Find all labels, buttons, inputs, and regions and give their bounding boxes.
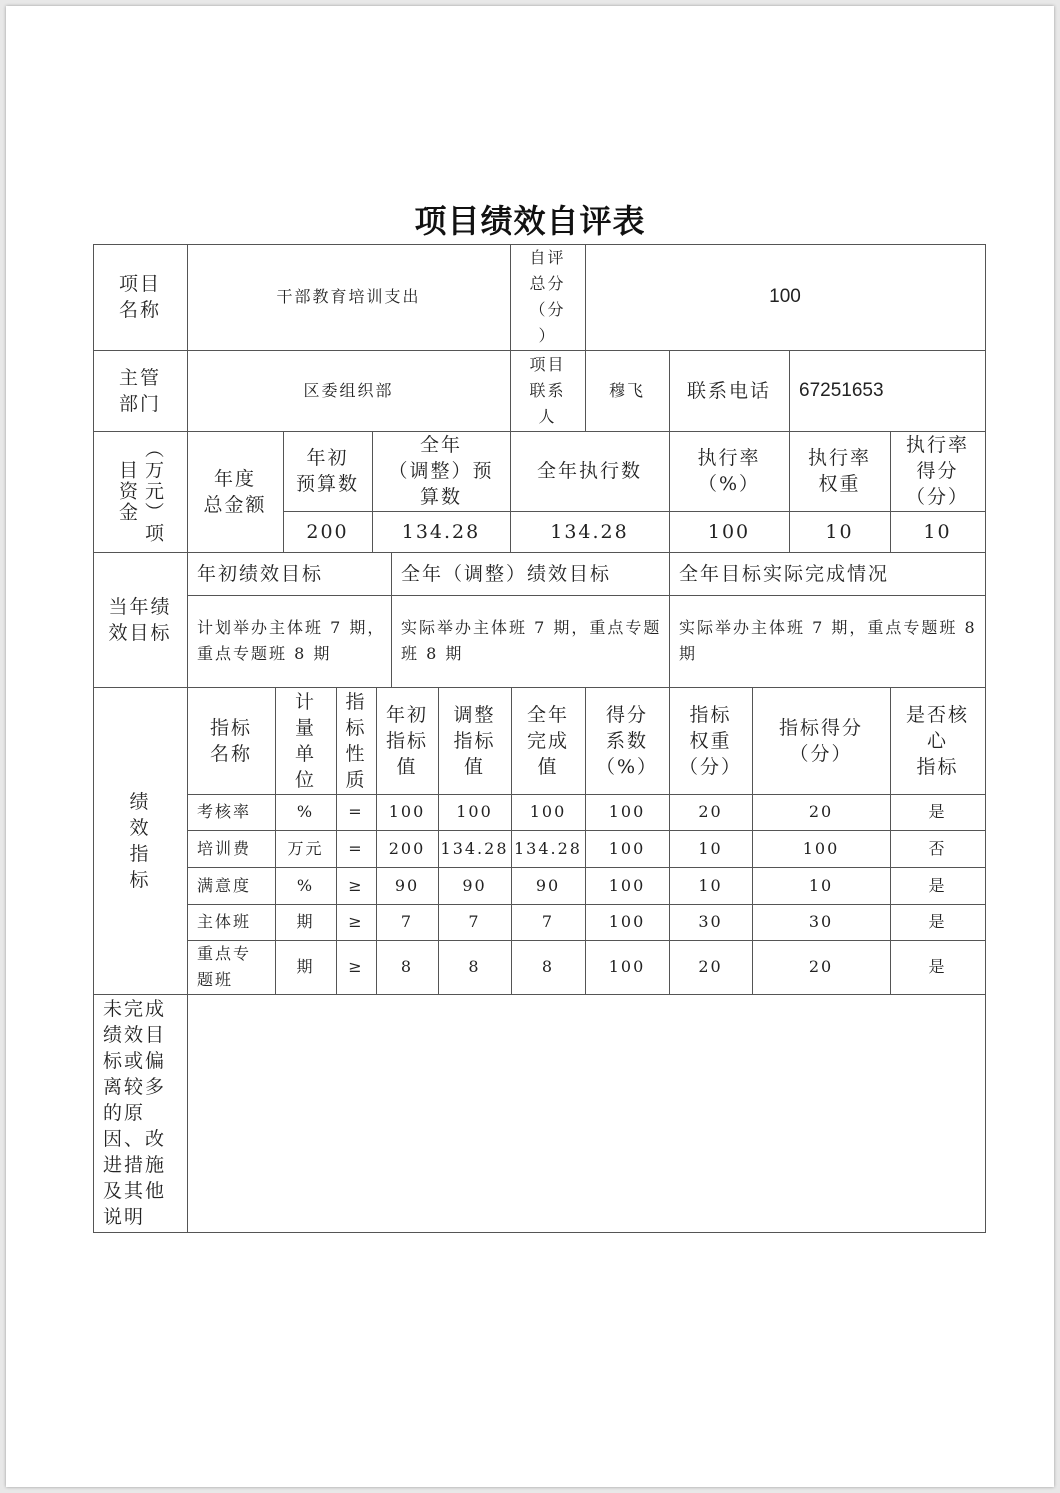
indicator-header-2: 指 标 性 质: [345, 690, 367, 791]
funds-header-1: 年初 预算数: [295, 447, 359, 495]
table-rule: [93, 244, 986, 245]
indicator-cell: 100: [608, 957, 646, 976]
indicator-cell: =: [348, 802, 364, 821]
indicator-cell: ≥: [348, 957, 364, 976]
indicator-cell: %: [296, 875, 315, 895]
indicator-cell: 100: [529, 802, 567, 821]
indicator-cell: 90: [535, 875, 561, 895]
table-rule: [187, 867, 986, 868]
indicator-cell: 100: [388, 802, 426, 821]
table-rule: [985, 244, 986, 1233]
goals-header-0: 年初绩效目标: [197, 562, 324, 585]
indicator-cell: 100: [456, 802, 493, 821]
contact-label: 项目 联系 人: [529, 354, 566, 426]
indicator-cell: ≥: [348, 875, 364, 895]
document-title: 项目绩效自评表: [414, 202, 646, 240]
indicator-cell: 7: [400, 912, 414, 931]
indicator-cell: 8: [400, 957, 414, 976]
table-rule: [93, 431, 986, 432]
indicator-cell: 100: [608, 912, 646, 931]
funds-value-3: 134.28: [550, 520, 629, 543]
score-label: 自评 总分 （分 ）: [529, 248, 566, 345]
funds-header-2: 全年 （调整）预 算数: [388, 434, 494, 508]
indicator-cell: 7: [468, 912, 481, 931]
goals-label: 当年绩 效目标: [108, 595, 172, 644]
indicator-cell: 期: [296, 957, 315, 976]
indicator-header-7: 指标 权重 （分）: [678, 703, 742, 778]
department-value: 区委组织部: [303, 380, 394, 400]
table-rule: [669, 350, 670, 432]
table-rule: [789, 350, 790, 432]
goals-header-2: 全年目标实际完成情况: [679, 562, 890, 585]
indicator-cell: 7: [541, 912, 555, 931]
indicator-cell: 8: [541, 957, 555, 976]
funds-value-2: 134.28: [401, 520, 481, 543]
table-rule: [187, 904, 986, 905]
funds-label: （万元）项目资金: [116, 439, 164, 544]
table-rule: [93, 1232, 986, 1233]
table-rule: [890, 687, 891, 995]
indicator-cell: 90: [394, 875, 420, 895]
table-rule: [510, 431, 511, 553]
table-rule: [752, 687, 753, 995]
funds-header-total: 年度 总金额: [203, 467, 267, 516]
indicator-header-4: 调整 指标 值: [453, 703, 496, 778]
goals-value-1: 实际举办主体班 7 期，重点专题 班 8 期: [401, 618, 662, 663]
project-name-label: 项目 名称: [118, 273, 161, 321]
indicator-cell: 20: [808, 957, 834, 976]
table-rule: [372, 431, 373, 553]
table-rule: [511, 687, 512, 995]
indicator-header-5: 全年 完成 值: [526, 703, 569, 778]
remarks-label: 未完成 绩效目 标或偏 离较多 的原 因、改 进措施 及其他 说明: [103, 998, 167, 1228]
table-rule: [669, 431, 670, 553]
indicator-header-3: 年初 指标 值: [385, 703, 428, 778]
indicator-cell: 100: [608, 802, 646, 821]
indicator-header-1: 计 量 单 位: [294, 690, 316, 791]
table-rule: [510, 244, 511, 432]
indicator-cell: 否: [928, 838, 947, 858]
funds-header-4: 执行率 （%）: [697, 447, 761, 495]
indicator-cell: 是: [928, 957, 947, 976]
indicator-cell: 90: [462, 875, 487, 895]
indicator-cell: 20: [808, 802, 834, 821]
indicator-cell: 20: [698, 802, 723, 821]
indicator-cell: 134.28: [440, 838, 509, 858]
goals-value-2: 实际举办主体班 7 期，重点专题班 8 期: [679, 618, 977, 663]
table-rule: [283, 511, 986, 512]
indicator-header-6: 得分 系数 （%）: [595, 703, 659, 778]
funds-value-4: 100: [707, 520, 751, 543]
indicator-cell: =: [348, 838, 364, 858]
indicator-cell: 100: [802, 838, 840, 858]
table-rule: [336, 687, 337, 995]
table-rule: [283, 431, 284, 553]
indicator-cell: 200: [388, 838, 426, 858]
indicator-cell: 134.28: [514, 838, 582, 858]
indicator-cell: 30: [808, 912, 834, 931]
indicator-name: 重点专 题班: [197, 944, 252, 989]
indicator-cell: ≥: [348, 912, 364, 931]
department-label: 主管 部门: [118, 366, 161, 415]
score-value: 100: [769, 286, 801, 307]
funds-value-1: 200: [306, 520, 349, 543]
indicator-header-0: 指标 名称: [209, 716, 252, 765]
indicator-cell: 100: [608, 875, 646, 895]
table-rule: [669, 552, 670, 688]
table-rule: [93, 552, 986, 553]
indicator-cell: 10: [698, 875, 723, 895]
funds-header-6: 执行率 得分 （分）: [905, 434, 969, 508]
funds-header-5: 执行率 权重: [807, 447, 871, 495]
indicators-label: 绩 效 指 标: [129, 790, 151, 891]
indicator-cell: 是: [928, 875, 947, 895]
indicator-name: 主体班: [197, 912, 252, 931]
table-rule: [585, 687, 586, 995]
table-rule: [391, 552, 392, 688]
project-name-value: 干部教育培训支出: [276, 287, 421, 306]
indicator-cell: 20: [698, 957, 723, 976]
table-rule: [93, 350, 986, 351]
funds-header-3: 全年执行数: [536, 460, 642, 482]
remarks-value: [187, 994, 985, 1232]
indicator-header-9: 是否核 心 指标: [905, 703, 969, 778]
funds-value-5: 10: [825, 520, 854, 543]
goals-value-0: 计划举办主体班 7 期， 重点专题班 8 期: [197, 618, 386, 663]
indicator-cell: 8: [468, 957, 481, 976]
indicator-cell: 10: [808, 875, 834, 895]
table-rule: [93, 687, 986, 688]
indicator-cell: 30: [698, 912, 723, 931]
indicator-name: 培训费: [197, 838, 252, 858]
table-rule: [376, 687, 377, 995]
table-rule: [93, 994, 986, 995]
indicator-header-8: 指标得分 （分）: [778, 716, 863, 765]
table-rule: [187, 244, 188, 1233]
indicator-cell: 100: [608, 838, 646, 858]
table-rule: [93, 244, 94, 1233]
table-rule: [789, 431, 790, 553]
indicator-name: 考核率: [197, 802, 252, 821]
table-rule: [187, 940, 986, 941]
indicator-cell: 是: [928, 802, 947, 821]
table-rule: [187, 595, 986, 596]
contact-value: 穆飞: [608, 380, 645, 400]
indicator-cell: 万元: [287, 838, 324, 858]
table-rule: [187, 794, 986, 795]
indicator-cell: 是: [928, 912, 947, 931]
indicator-name: 满意度: [197, 875, 252, 895]
table-rule: [275, 687, 276, 995]
funds-value-6: 10: [923, 520, 952, 543]
table-rule: [669, 687, 670, 995]
indicator-cell: 10: [698, 838, 723, 858]
indicator-cell: %: [296, 802, 315, 821]
goals-header-1: 全年（调整）绩效目标: [401, 562, 612, 585]
table-rule: [438, 687, 439, 995]
table-rule: [187, 830, 986, 831]
table-rule: [890, 431, 891, 553]
phone-value: 67251653: [799, 379, 884, 401]
phone-label: 联系电话: [686, 379, 771, 402]
indicator-cell: 期: [296, 912, 315, 931]
table-rule: [585, 244, 586, 432]
